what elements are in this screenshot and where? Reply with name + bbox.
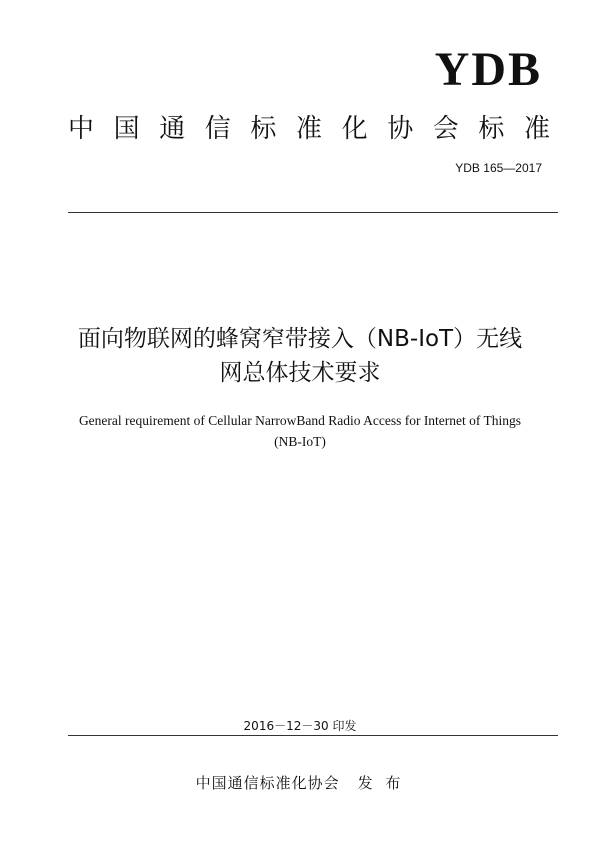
publish-action: 发 布 bbox=[357, 774, 405, 792]
english-title bbox=[40, 410, 560, 452]
chinese-title bbox=[40, 322, 560, 390]
publisher-name: 中国通信标准化协会 bbox=[195, 774, 340, 792]
standard-number: YDB 165—2017 bbox=[455, 161, 542, 175]
english-title-line-1: General requirement of Cellular NarrowBand Radio Access for Internet of Things bbox=[78, 413, 522, 428]
top-divider bbox=[68, 212, 558, 213]
publisher-line bbox=[0, 773, 600, 793]
english-title-line-2: (NB-IoT) bbox=[274, 434, 326, 449]
organization-header: 中国通信标准化协会标准 bbox=[68, 114, 550, 144]
bottom-divider bbox=[68, 735, 558, 736]
ydb-logo: YDB bbox=[434, 43, 542, 96]
chinese-title-line-2: 网总体技术要求 bbox=[219, 360, 381, 386]
issue-date: 2016－12－30 印发 bbox=[243, 719, 357, 733]
chinese-title-line-1: 面向物联网的蜂窝窄带接入（NB-IoT）无线 bbox=[77, 326, 523, 352]
